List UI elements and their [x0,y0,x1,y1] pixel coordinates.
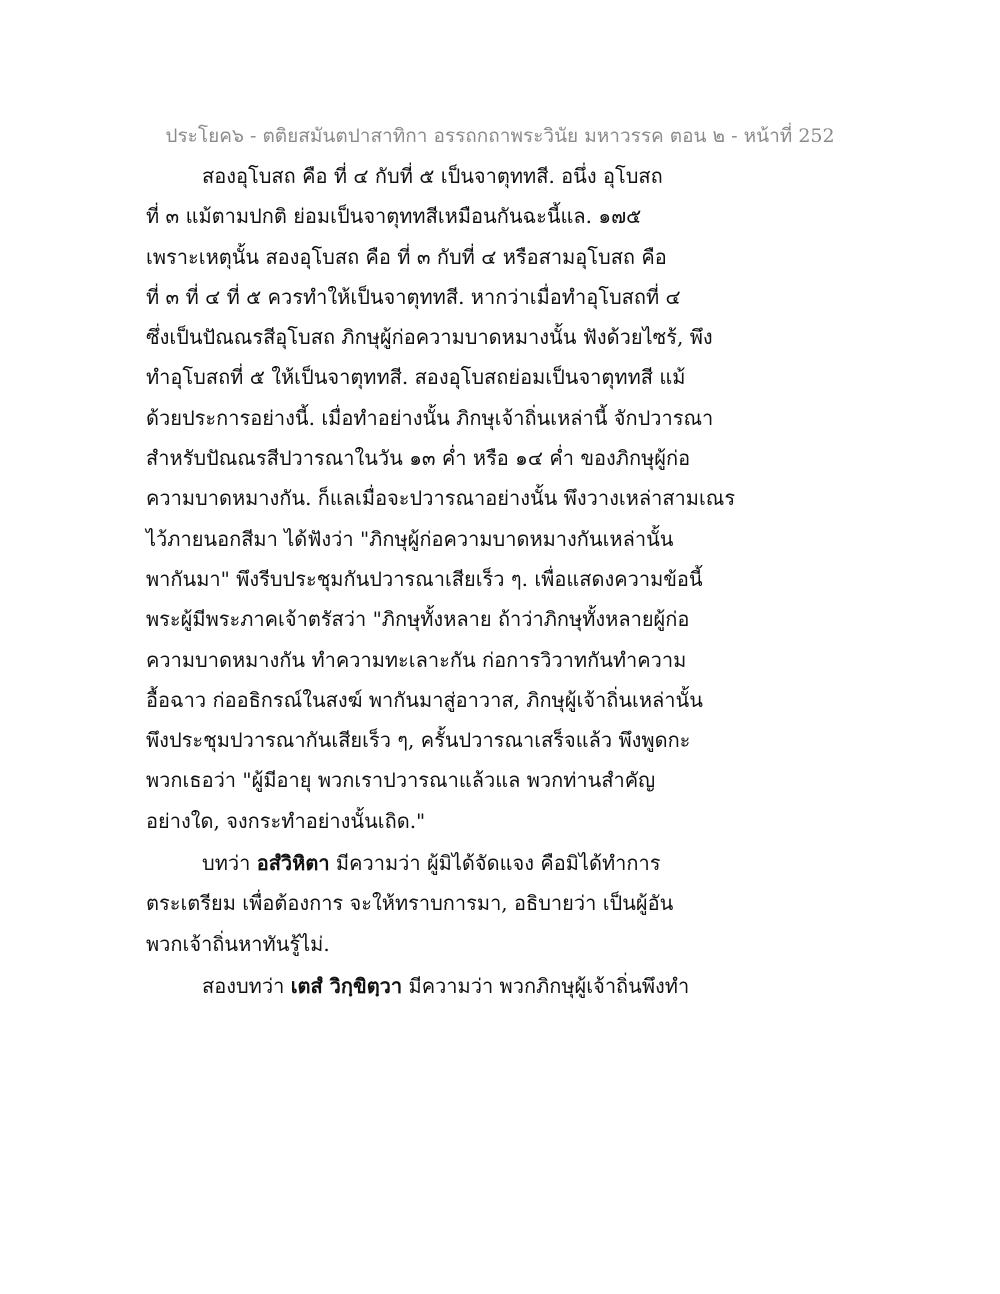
paragraph-3 [146,966,866,1006]
text-line: เพราะเหตุนั้น สองอุโบสถ คือ ที่ ๓ กับที่ ๔ หรือสามอุโบสถ คือ [146,244,667,269]
text-line: ความบาดหมางกัน ทำความทะเลาะกัน ก่อการวิวาทกันทำความ [146,647,687,672]
page-header: ประโยค๖ - ตติยสมันตปาสาทิกา อรรถกถาพระวินัย มหาวรรค ตอน ๒ - หน้าที่ 252 [165,125,835,147]
text-segment: บทว่า [202,851,251,876]
text-line: ความบาดหมางกัน. ก็แลเมื่อจะปวารณาอย่างนั้น พึงวางเหล่าสามเณร [146,486,736,511]
text-segment: มีความว่า ผู้มิได้จัดแจง คือมิได้ทำการ [335,851,661,876]
text-line: ตระเตรียม เพื่อต้องการ จะให้ทราบการมา, อธิบายว่า เป็นผู้อัน [146,891,674,916]
text-line: อย่างใด, จงกระทำอย่างนั้นเถิด." [146,808,426,833]
text-line: สำหรับปัณณรสีปวารณาในวัน ๑๓ ค่ำ หรือ ๑๔ ค่ำ ของภิกษุผู้ก่อ [146,446,691,471]
text-line: ซึ่งเป็นปัณณรสีอุโบสถ ภิกษุผู้ก่อความบาดหมางนั้น ฟังด้วยไซร้, พึง [146,325,713,350]
pali-term: เตสํ วิกฺขิตฺวา [290,973,403,998]
text-line: ทำอุโบสถที่ ๕ ให้เป็นจาตุททสี. สองอุโบสถย่อมเป็นจาตุททสี แม้ [146,365,686,390]
text-segment: สองบทว่า [202,973,285,998]
paragraph-2 [146,843,866,964]
text-line: พึงประชุมปวารณากันเสียเร็ว ๆ, ครั้นปวารณาเสร็จแล้ว พึงพูดกะ [146,728,691,753]
text-line: ที่ ๓ ที่ ๔ ที่ ๕ ควรทำให้เป็นจาตุททสี. หากว่าเมื่อทำอุโบสถที่ ๔ [146,284,681,309]
text-line: ไว้ภายนอกสีมา ได้ฟังว่า "ภิกษุผู้ก่อความบาดหมางกันเหล่านั้น [146,526,674,551]
text-line [146,966,866,1006]
text-line: ด้วยประการอย่างนี้. เมื่อทำอย่างนั้น ภิกษุเจ้าถิ่นเหล่านี้ จักปวารณา [146,405,714,430]
text-line: พวกเธอว่า "ผู้มีอายุ พวกเราปวารณาแล้วแล พวกท่านสำคัญ [146,768,656,793]
text-line: อื้อฉาว ก่ออธิกรณ์ในสงฆ์ พากันมาสู่อาวาส, ภิกษุผู้เจ้าถิ่นเหล่านั้น [146,687,703,712]
text-line: พระผู้มีพระภาคเจ้าตรัสว่า "ภิกษุทั้งหลาย ถ้าว่าภิกษุทั้งหลายผู้ก่อ [146,607,690,632]
text-line: พากันมา" พึงรีบประชุมกันปวารณาเสียเร็ว ๆ. เพื่อแสดงความข้อนี้ [146,566,703,591]
text-line: พวกเจ้าถิ่นหาทันรู้ไม่. [146,931,330,956]
pali-term: อสํวิหิตา [256,851,330,876]
text-segment: มีความว่า พวกภิกษุผู้เจ้าถิ่นพึงทำ [408,973,690,998]
text-line: ที่ ๓ แม้ตามปกติ ย่อมเป็นจาตุททสีเหมือนกันฉะนี้แล. ๑๗๕ [146,204,642,229]
paragraph-1 [146,156,866,841]
page-body [146,156,866,1006]
text-line [146,843,866,883]
text-line: สองอุโบสถ คือ ที่ ๔ กับที่ ๕ เป็นจาตุททสี. อนึ่ง อุโบสถ [202,164,663,188]
